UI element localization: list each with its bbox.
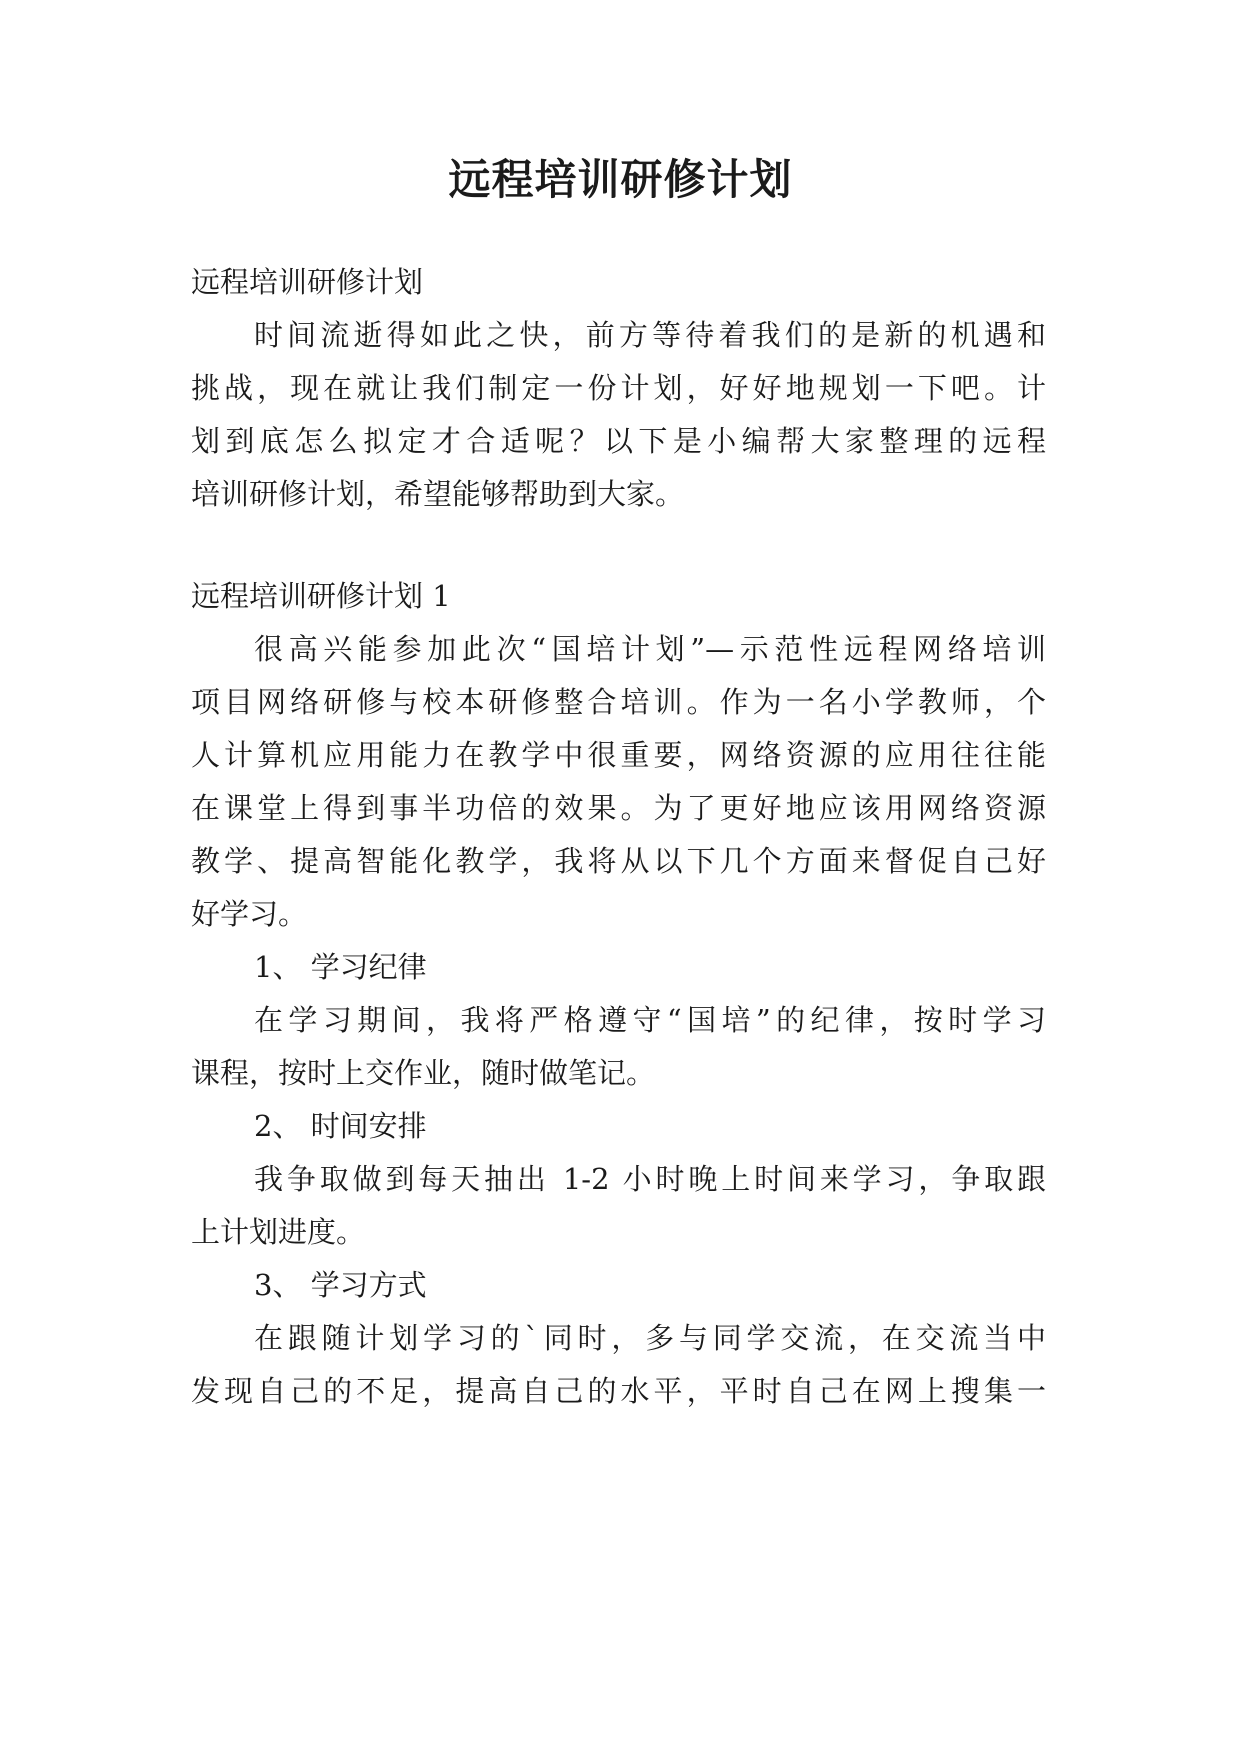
paragraph-line: 上计划进度。 [191,1215,366,1249]
paragraph-line: 在学习期间，我将严格遵守“国培”的纪律，按时学习 [254,1003,1046,1037]
intro-line: 培训研修计划，希望能够帮助到大家。 [191,477,685,511]
intro-line: 挑战，现在就让我们制定一份计划，好好地规划一下吧。计 [191,371,1046,405]
paragraph-line: 课程，按时上交作业，随时做笔记。 [191,1056,656,1090]
paragraph-line: 在课堂上得到事半功倍的效果。为了更好地应该用网络资源 [191,791,1046,825]
paragraph-line: 好学习。 [191,897,308,931]
paragraph-line: 在跟随计划学习的`同时，多与同学交流，在交流当中 [254,1321,1046,1355]
paragraph-line: 发现自己的不足，提高自己的水平，平时自己在网上搜集一 [191,1374,1046,1408]
intro-line: 时间流逝得如此之快，前方等待着我们的是新的机遇和 [254,318,1046,352]
list-item-heading: 1、 学习纪律 [254,950,427,984]
document-subtitle: 远程培训研修计划 [191,265,424,299]
section-heading: 远程培训研修计划 1 [191,579,451,613]
intro-line: 划到底怎么拟定才合适呢？以下是小编帮大家整理的远程 [191,424,1046,458]
document-title: 远程培训研修计划 [448,155,793,204]
paragraph-line: 很高兴能参加此次“国培计划”—示范性远程网络培训 [254,632,1046,666]
paragraph-line: 教学、提高智能化教学，我将从以下几个方面来督促自己好 [191,844,1046,878]
paragraph-line: 人计算机应用能力在教学中很重要，网络资源的应用往往能 [191,738,1046,772]
paragraph-line: 我争取做到每天抽出 1-2 小时晚上时间来学习，争取跟 [254,1162,1046,1196]
list-item-heading: 2、 时间安排 [254,1109,427,1143]
list-item-heading: 3、 学习方式 [254,1268,427,1302]
paragraph-line: 项目网络研修与校本研修整合培训。作为一名小学教师，个 [191,685,1046,719]
